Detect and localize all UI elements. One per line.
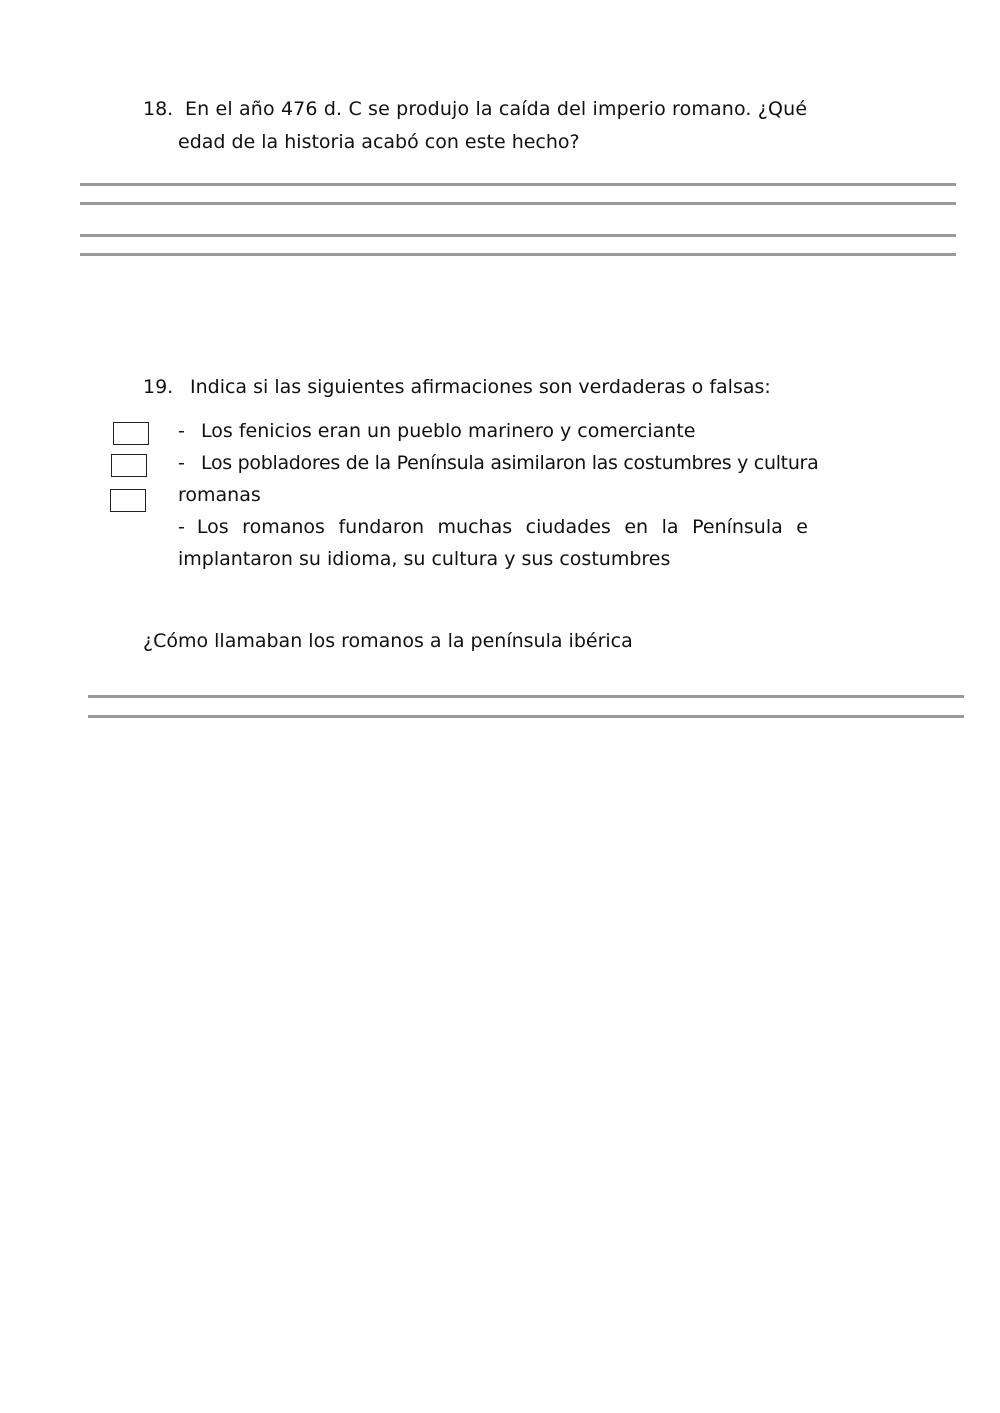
statement-2-text-line1: Los pobladores de la Península asimilaron las costumbres y cultura (201, 452, 819, 474)
statement-3-text-line2: implantaron su idioma, su cultura y sus costumbres (178, 548, 671, 570)
answer-line-20-2[interactable] (88, 715, 964, 718)
question-18-number: 18. (143, 98, 174, 120)
question-19-prompt: Indica si las siguientes afirmaciones son verdaderas o falsas: (190, 376, 771, 398)
answer-line-18-4[interactable] (80, 253, 956, 256)
statement-2-dash: - (178, 452, 185, 474)
statement-3-row (178, 516, 808, 538)
answer-line-18-2[interactable] (80, 202, 956, 205)
statement-3-dash: - (178, 516, 185, 538)
question-18-text-line2: edad de la historia acabó con este hecho? (178, 131, 580, 153)
question-20-prompt: ¿Cómo llamaban los romanos a la península ibérica (143, 630, 633, 652)
statement-2-text-line2: romanas (178, 484, 261, 506)
statement-1-dash: - (178, 420, 185, 442)
true-false-checkbox-1[interactable] (113, 422, 149, 445)
statement-1-text: Los fenicios eran un pueblo marinero y comerciante (201, 420, 696, 442)
question-19-number: 19. (143, 376, 174, 398)
answer-line-18-3[interactable] (80, 234, 956, 237)
statement-3-text-line1: Los romanos fundaron muchas ciudades en la Península e (196, 516, 808, 538)
true-false-checkbox-2[interactable] (111, 454, 147, 477)
answer-line-20-1[interactable] (88, 695, 964, 698)
true-false-checkbox-3[interactable] (110, 489, 146, 512)
question-18-text-line1: En el año 476 d. C se produjo la caída del imperio romano. ¿Qué (185, 98, 808, 120)
answer-line-18-1[interactable] (80, 183, 956, 186)
